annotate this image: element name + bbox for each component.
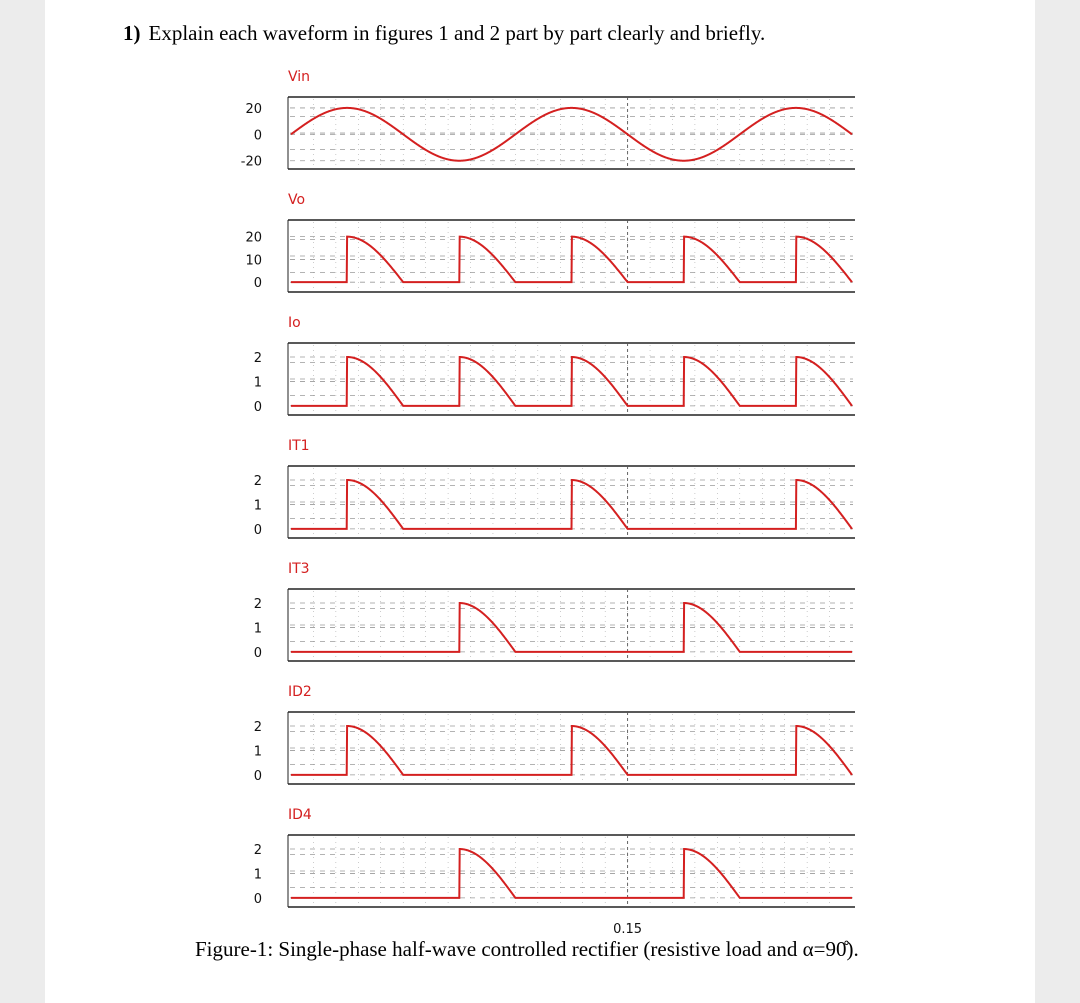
y-tick-label-io: 2 — [253, 351, 262, 366]
y-tick-label-id2: 1 — [253, 744, 262, 760]
y-tick-label-vin: 0 — [253, 128, 262, 144]
y-tick-label-id4: 0 — [253, 891, 262, 907]
question-body: Explain each waveform in figures 1 and 2 part by part clearly and briefly. — [148, 21, 766, 45]
y-tick-label-it3: 0 — [253, 645, 262, 661]
question-number: 1) — [123, 21, 141, 45]
panel-title-io: Io — [288, 315, 301, 331]
x-tick-label: 0.15 — [613, 922, 643, 937]
panel-title-id2: ID2 — [288, 684, 312, 700]
y-tick-label-vin: -20 — [240, 154, 262, 170]
y-tick-label-id2: 2 — [253, 720, 262, 735]
waveform-trace-vo — [291, 237, 852, 283]
y-tick-label-vo: 20 — [245, 230, 262, 246]
y-tick-label-vin: 20 — [245, 101, 262, 117]
waveform-trace-it1 — [291, 480, 852, 529]
y-tick-label-it1: 0 — [253, 522, 262, 538]
y-tick-label-io: 1 — [253, 375, 262, 391]
panel-title-vo: Vo — [288, 192, 306, 208]
y-tick-label-vo: 10 — [245, 253, 262, 269]
panel-title-id4: ID4 — [288, 807, 312, 823]
figure-caption: Figure-1: Single-phase half-wave controlled rectifier (resistive load and α=90̊). — [195, 937, 859, 961]
panel-title-it1: IT1 — [288, 438, 310, 454]
y-tick-label-id4: 1 — [253, 867, 262, 883]
y-tick-label-id2: 0 — [253, 768, 262, 784]
waveform-trace-id2 — [291, 726, 852, 775]
panel-title-vin: Vin — [288, 69, 311, 85]
y-tick-label-it3: 2 — [253, 597, 262, 612]
y-tick-label-it1: 2 — [253, 474, 262, 489]
y-tick-label-io: 0 — [253, 399, 262, 415]
waveform-trace-io — [291, 357, 852, 406]
y-tick-label-vo: 0 — [253, 276, 262, 292]
y-tick-label-id4: 2 — [253, 843, 262, 858]
y-tick-label-it3: 1 — [253, 621, 262, 637]
y-tick-label-it1: 1 — [253, 498, 262, 514]
panel-title-it3: IT3 — [288, 561, 310, 577]
